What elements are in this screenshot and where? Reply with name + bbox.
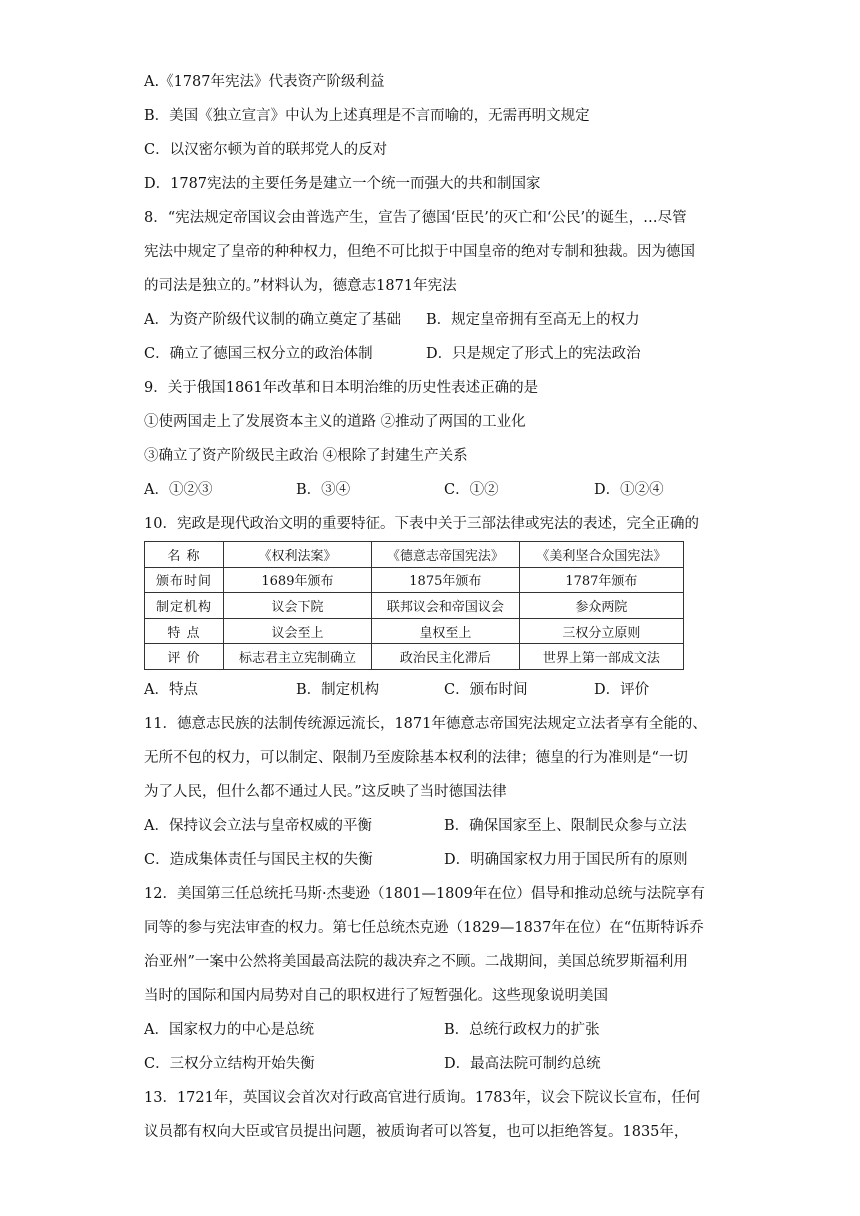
q11-option-d: D．明确国家权力用于国民所有的原则 <box>444 852 688 868</box>
table-cell: 评 价 <box>145 644 224 670</box>
table-cell: 标志君主立宪制确立 <box>224 644 372 670</box>
q7-option-c: C．以汉密尔顿为首的联邦党人的反对 <box>144 142 388 158</box>
q10-option-c: C．颁布时间 <box>444 682 528 698</box>
table-row <box>145 593 684 619</box>
q12-option-a: A．国家权力的中心是总统 <box>144 1022 314 1038</box>
table-cell: 制定机构 <box>145 593 224 619</box>
table-row <box>145 644 684 670</box>
table-cell: 议会下院 <box>224 593 372 619</box>
table-row <box>145 542 684 568</box>
q9-stem-line2: ①使两国走上了发展资本主义的道路 ②推动了两国的工业化 <box>144 414 526 430</box>
table-row <box>145 618 684 644</box>
table-cell: 世界上第一部成文法 <box>519 644 683 670</box>
q12-stem-line4: 当时的国际和国内局势对自己的职权进行了短暂强化。这些现象说明美国 <box>144 988 608 1004</box>
q12-option-d: D．最高法院可制约总统 <box>444 1056 601 1072</box>
table-cell: 名 称 <box>145 542 224 568</box>
table-cell: 1689年颁布 <box>224 567 372 593</box>
q7-option-d: D．1787宪法的主要任务是建立一个统一而强大的共和制国家 <box>144 176 541 192</box>
table-cell: 颁布时间 <box>145 567 224 593</box>
q8-stem-line3: 的司法是独立的。”材料认为，德意志1871年宪法 <box>144 278 457 294</box>
q9-option-d: D．①②④ <box>594 482 664 498</box>
q8-option-d: D．只是规定了形式上的宪法政治 <box>426 346 641 362</box>
q12-stem-line1: 12．美国第三任总统托马斯·杰斐逊（1801—1809年在位）倡导和推动总统与法院享有 <box>144 886 705 902</box>
q13-stem-line1: 13．1721年，英国议会首次对行政高官进行质询。1783年，议会下院议长宣布，任何 <box>144 1090 701 1106</box>
table-cell: 1875年颁布 <box>371 567 519 593</box>
table-cell: 《德意志帝国宪法》 <box>371 542 519 568</box>
q11-stem-line3: 为了人民，但什么都不通过人民。”这反映了当时德国法律 <box>144 784 507 800</box>
q7-option-a: A.《1787年宪法》代表资产阶级利益 <box>144 74 385 90</box>
table-cell: 联邦议会和帝国议会 <box>371 593 519 619</box>
table-cell: 政治民主化滞后 <box>371 644 519 670</box>
q11-option-b: B．确保国家至上、限制民众参与立法 <box>444 818 687 834</box>
q9-stem-line3: ③确立了资产阶级民主政治 ④根除了封建生产关系 <box>144 448 468 464</box>
q10-option-a: A．特点 <box>144 682 198 698</box>
q7-option-b: B．美国《独立宣言》中认为上述真理是不言而喻的，无需再明文规定 <box>144 108 590 124</box>
q12-stem-line3: 治亚州”一案中公然将美国最高法院的裁决弃之不顾。二战期间，美国总统罗斯福利用 <box>144 954 688 970</box>
q12-option-c: C．三权分立结构开始失衡 <box>144 1056 315 1072</box>
table-cell: 特 点 <box>145 618 224 644</box>
q10-option-d: D．评价 <box>594 682 650 698</box>
q11-stem-line1: 11．德意志民族的法制传统源远流长，1871年德意志帝国宪法规定立法者享有全能的、 <box>144 716 707 732</box>
table-cell: 1787年颁布 <box>519 567 683 593</box>
q12-option-b: B．总统行政权力的扩张 <box>444 1022 600 1038</box>
constitution-table <box>144 541 684 670</box>
q8-option-a: A．为资产阶级代议制的确立奠定了基础 <box>144 312 401 328</box>
table-cell: 《权利法案》 <box>224 542 372 568</box>
q13-stem-line2: 议员都有权向大臣或官员提出问题，被质询者可以答复，也可以拒绝答复。1835年， <box>144 1124 689 1140</box>
q11-option-a: A．保持议会立法与皇帝权威的平衡 <box>144 818 372 834</box>
q11-option-c: C．造成集体责任与国民主权的失衡 <box>144 852 373 868</box>
q8-option-c: C．确立了德国三权分立的政治体制 <box>144 346 373 362</box>
q8-option-b: B．规定皇帝拥有至高无上的权力 <box>426 312 640 328</box>
q9-option-b: B．③④ <box>296 482 351 498</box>
q9-option-c: C．①② <box>444 482 499 498</box>
table-cell: 《美利坚合众国宪法》 <box>519 542 683 568</box>
q10-option-b: B．制定机构 <box>296 682 380 698</box>
q9-stem-line1: 9．关于俄国1861年改革和日本明治维的历史性表述正确的是 <box>144 380 539 396</box>
table-row <box>145 567 684 593</box>
table-cell: 三权分立原则 <box>519 618 683 644</box>
q8-stem-line2: 宪法中规定了皇帝的种种权力，但绝不可比拟于中国皇帝的绝对专制和独裁。因为德国 <box>144 244 695 260</box>
table-cell: 议会至上 <box>224 618 372 644</box>
q9-option-a: A．①②③ <box>144 482 213 498</box>
q10-stem-line1: 10．宪政是现代政治文明的重要特征。下表中关于三部法律或宪法的表述，完全正确的 <box>144 516 699 532</box>
q8-stem-line1: 8．“宪法规定帝国议会由普选产生，宣告了德国‘臣民’的灭亡和‘公民’的诞生，…尽管 <box>144 210 687 226</box>
table-cell: 参众两院 <box>519 593 683 619</box>
q11-stem-line2: 无所不包的权力，可以制定、限制乃至废除基本权利的法律；德皇的行为准则是“一切 <box>144 750 688 766</box>
table-cell: 皇权至上 <box>371 618 519 644</box>
q12-stem-line2: 同等的参与宪法审查的权力。第七任总统杰克逊（1829—1837年在位）在“伍斯特诉乔 <box>144 920 704 936</box>
